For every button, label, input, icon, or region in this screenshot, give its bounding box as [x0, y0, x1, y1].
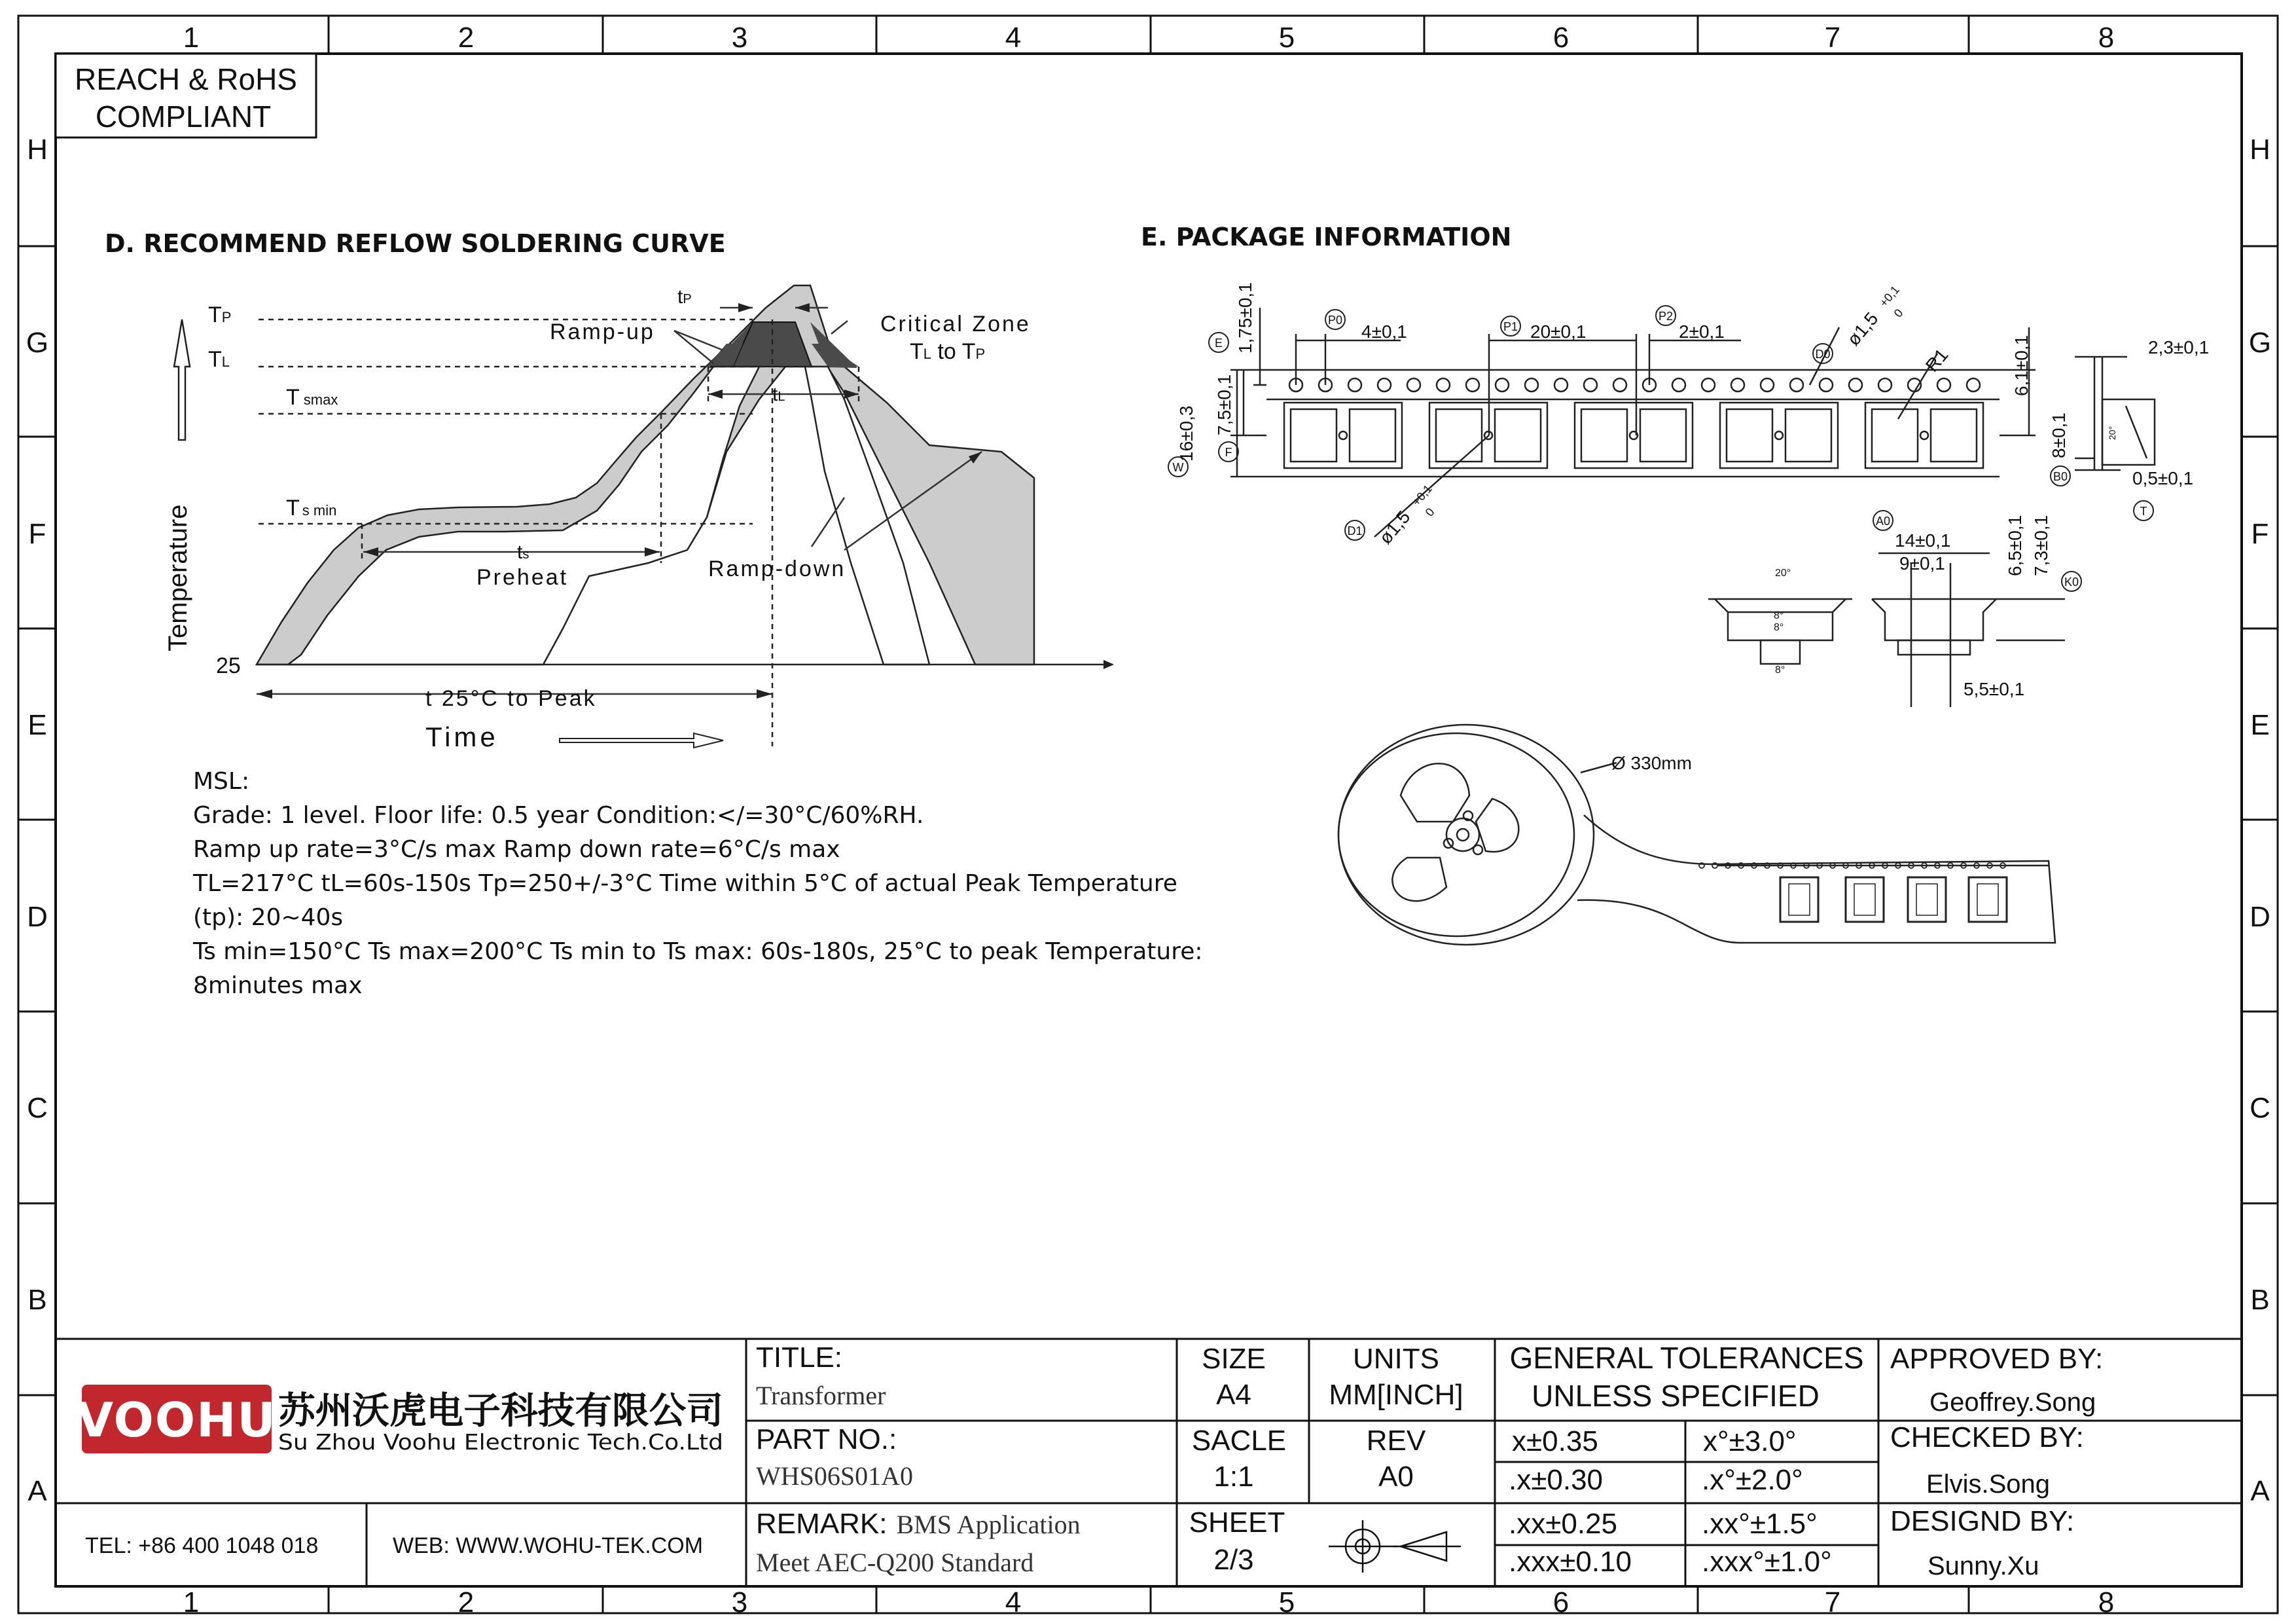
- msl-line: Grade: 1 level. Floor life: 0.5 year Condition:</=30°C/60%RH.: [193, 802, 924, 829]
- dim-d1-tol2: 0: [1422, 505, 1437, 519]
- tp-arrow-left: [738, 303, 753, 312]
- compliance-line2: COMPLIANT: [95, 100, 272, 134]
- reel-drawing: [1338, 725, 2055, 945]
- tel-text: TEL: +86 400 1048 018: [85, 1533, 319, 1558]
- row-label: F: [28, 518, 46, 550]
- sprocket-holes: [1289, 378, 1980, 392]
- col-label: 8: [2098, 22, 2115, 54]
- tag-b0: B0: [2053, 470, 2068, 483]
- dim-2-3: 2,3±0,1: [2148, 337, 2210, 357]
- time-axis-label: Time: [425, 721, 499, 752]
- ts-time-label: ts: [517, 541, 529, 563]
- approved-label: APPROVED BY:: [1890, 1343, 2104, 1375]
- tag-t: T: [2140, 505, 2147, 518]
- row-label: D: [2250, 901, 2270, 933]
- row-label: G: [2248, 327, 2272, 359]
- scale-label: SACLE: [1191, 1425, 1287, 1457]
- tsmax-label: Tsmax: [286, 385, 338, 410]
- temp-axis-arrow: [174, 319, 190, 440]
- msl-line: Ramp up rate=3°C/s max Ramp down rate=6°C/s max: [193, 836, 840, 863]
- section-angle-8c: 8°: [1775, 665, 1785, 676]
- projection-symbol-icon: [1329, 1520, 1461, 1573]
- dim-a0: 14±0,1: [1895, 530, 1951, 551]
- tolerance-angular: .xxx°±1.0°: [1702, 1546, 1832, 1578]
- origin-label: 25: [216, 653, 241, 678]
- msl-notes: [193, 765, 1240, 1003]
- t25-label: t 25°C to Peak: [425, 686, 597, 711]
- tolerance-linear: x±0.35: [1512, 1425, 1598, 1457]
- tsmin-label: Ts min: [286, 496, 337, 520]
- col-label: 3: [731, 1586, 748, 1618]
- tolerance-heading-2: UNLESS SPECIFIED: [1532, 1379, 1820, 1413]
- scale-value: 1:1: [1213, 1461, 1254, 1493]
- carrier-tape-drawing: [1230, 308, 2036, 537]
- row-label: F: [2251, 518, 2269, 550]
- reel-diameter-label: Ø 330mm: [1611, 753, 1692, 773]
- row-label: G: [26, 327, 49, 359]
- tolerance-table: [1509, 1425, 1832, 1578]
- dim-f: 7,5±0,1: [1214, 374, 1234, 435]
- row-label: C: [27, 1092, 48, 1124]
- approved-value: Geoffrey.Song: [1929, 1388, 2096, 1417]
- remark-value2: Meet AEC-Q200 Standard: [756, 1548, 1034, 1577]
- tag-p0: P0: [1327, 314, 1343, 327]
- web-link[interactable]: WEB: WWW.WOHU-TEK.COM: [393, 1533, 704, 1558]
- temperature-axis-label: Temperature: [164, 504, 192, 651]
- col-label: 3: [731, 22, 748, 54]
- row-label: E: [27, 709, 47, 741]
- tag-w: W: [1172, 461, 1184, 474]
- row-label: H: [27, 134, 48, 166]
- tag-p2: P2: [1658, 310, 1674, 323]
- units-value: MM[INCH]: [1329, 1379, 1463, 1411]
- col-label: 5: [1278, 22, 1295, 54]
- title-value: Transformer: [756, 1381, 886, 1410]
- row-label: C: [2250, 1092, 2270, 1124]
- dim-r1: R1: [1921, 344, 1952, 376]
- critical-range-label: TL to TP: [910, 339, 986, 364]
- dim-e: 1,75±0,1: [1235, 282, 1255, 354]
- time-arrow: [560, 733, 723, 748]
- remark-label: REMARK: BMS Application: [756, 1508, 1081, 1540]
- tolerance-angular: .xx°±1.5°: [1702, 1508, 1818, 1540]
- checked-label: CHECKED BY:: [1890, 1421, 2084, 1453]
- rev-value: A0: [1378, 1461, 1414, 1493]
- row-label: D: [27, 901, 48, 933]
- dim-p0: 4±0,1: [1361, 321, 1407, 342]
- dim-a9: 9±0,1: [1899, 553, 1945, 574]
- critical-zone-label: Critical Zone: [880, 312, 1031, 337]
- msl-line: Ts min=150°C Ts max=200°C Ts min to Ts max: 60s-180s, 25°C to peak Temperature:: [193, 938, 1203, 965]
- tp-time-label: tP: [677, 286, 692, 308]
- size-value: A4: [1216, 1379, 1251, 1411]
- grid-column-labels-top: [183, 22, 2114, 54]
- msl-line: TL=217°C tL=60s-150s Tp=250+/-3°C Time within 5°C of actual Peak Temperature: [193, 870, 1177, 897]
- tp-label: TP: [208, 302, 232, 327]
- tag-k0: K0: [2064, 575, 2079, 589]
- dim-k73: 7,3±0,1: [2031, 515, 2051, 576]
- title-label: TITLE:: [756, 1341, 843, 1374]
- col-label: 8: [2098, 1586, 2115, 1618]
- dim-b0: 8±0,1: [2049, 412, 2069, 458]
- col-label: 4: [1005, 22, 1022, 54]
- msl-line: (tp): 20~40s: [193, 904, 344, 931]
- msl-line: MSL:: [193, 768, 250, 795]
- tolerance-linear: .x±0.30: [1509, 1464, 1604, 1496]
- voohu-logo-text: VOOHU: [77, 1393, 277, 1448]
- dim-d0: ø1,5: [1842, 308, 1882, 350]
- tolerance-angular: .x°±2.0°: [1702, 1464, 1803, 1496]
- tl-label: TL: [208, 347, 230, 372]
- tolerance-heading-1: GENERAL TOLERANCES: [1509, 1341, 1864, 1375]
- critical-zone-leader: [831, 321, 848, 334]
- reel-tape-pockets: [1780, 877, 2007, 922]
- package-heading: E. PACKAGE INFORMATION: [1141, 223, 1512, 251]
- compliance-line1: REACH & RoHS: [75, 62, 297, 96]
- tag-e: E: [1214, 337, 1223, 350]
- units-label: UNITS: [1353, 1343, 1439, 1375]
- tag-f: F: [1225, 446, 1232, 459]
- company-name-en: Su Zhou Voohu Electronic Tech.Co.Ltd: [278, 1429, 723, 1455]
- sheet-value: 2/3: [1213, 1544, 1254, 1576]
- msl-line: 8minutes max: [193, 972, 363, 999]
- section-angle-8b: 8°: [1774, 622, 1784, 633]
- tape-side-view: [2075, 357, 2155, 470]
- col-label: 6: [1552, 1586, 1570, 1618]
- row-label: A: [27, 1475, 47, 1507]
- sheet-label: SHEET: [1189, 1506, 1285, 1539]
- ramp-down-label: Ramp-down: [708, 556, 846, 581]
- col-label: 4: [1005, 1586, 1022, 1618]
- col-label: 5: [1278, 1586, 1295, 1618]
- row-label: H: [2250, 134, 2270, 166]
- dim-p1: 20±0,1: [1530, 321, 1587, 342]
- col-label: 7: [1824, 22, 1841, 54]
- dim-w: 16±0,3: [1176, 405, 1196, 462]
- tl-time-label: tL: [772, 384, 785, 405]
- dim-k65: 6,5±0,1: [2005, 515, 2025, 576]
- designed-value: Sunny.Xu: [1928, 1552, 2039, 1580]
- row-label: B: [27, 1284, 47, 1316]
- ramp-up-leader: [674, 331, 713, 363]
- reflow-chart: [164, 285, 1114, 752]
- dim-6-1: 6,1±0,1: [2011, 335, 2032, 396]
- side-angle-20: 20°: [2107, 426, 2117, 440]
- reflow-heading: D. RECOMMEND REFLOW SOLDERING CURVE: [105, 229, 726, 258]
- tag-d0: D0: [1815, 348, 1831, 361]
- checked-value: Elvis.Song: [1926, 1470, 2050, 1499]
- company-name-cn: 苏州沃虎电子科技有限公司: [278, 1390, 723, 1432]
- dim-d0-tol: +0,1: [1876, 283, 1902, 310]
- col-label: 1: [183, 22, 200, 54]
- rev-label: REV: [1366, 1425, 1426, 1457]
- ramp-up-label: Ramp-up: [550, 319, 655, 344]
- t25-arrow-right: [757, 689, 772, 699]
- section-angle-8a: 8°: [1774, 610, 1784, 621]
- part-value: WHS06S01A0: [756, 1461, 914, 1491]
- part-label: PART NO.:: [756, 1423, 897, 1455]
- tolerance-linear: .xx±0.25: [1509, 1508, 1618, 1540]
- size-label: SIZE: [1202, 1343, 1266, 1375]
- col-label: 2: [457, 22, 475, 54]
- ramp-up-leader: [674, 331, 723, 350]
- tape-pockets: [1284, 403, 1983, 468]
- row-label: E: [2250, 709, 2270, 741]
- dim-d1: ø1,5: [1374, 507, 1414, 548]
- preheat-label: Preheat: [476, 565, 569, 590]
- col-label: 2: [457, 1586, 475, 1618]
- dim-k55: 5,5±0,1: [1964, 679, 2025, 699]
- tag-d1: D1: [1347, 524, 1363, 538]
- section-angle-20: 20°: [1775, 568, 1791, 579]
- dim-p2: 2±0,1: [1679, 321, 1725, 342]
- col-label: 1: [183, 1586, 200, 1618]
- title-block-grid: [56, 1339, 2242, 1586]
- dim-0-5: 0,5±0,1: [2132, 468, 2194, 488]
- dim-d0-tol2: 0: [1891, 306, 1906, 320]
- t25-arrow-left: [257, 689, 272, 699]
- col-label: 7: [1824, 1586, 1841, 1618]
- dim-d1-tol: +0,1: [1409, 482, 1435, 509]
- col-label: 6: [1552, 22, 1570, 54]
- designed-label: DESIGND BY:: [1890, 1505, 2075, 1537]
- tolerance-angular: x°±3.0°: [1703, 1425, 1797, 1457]
- row-label: A: [2250, 1475, 2270, 1507]
- row-label: B: [2250, 1284, 2270, 1316]
- tag-p1: P1: [1503, 320, 1518, 333]
- tolerance-linear: .xxx±0.10: [1509, 1546, 1632, 1578]
- tag-a0: A0: [1875, 515, 1891, 528]
- time-axis-arrow: [1103, 660, 1114, 669]
